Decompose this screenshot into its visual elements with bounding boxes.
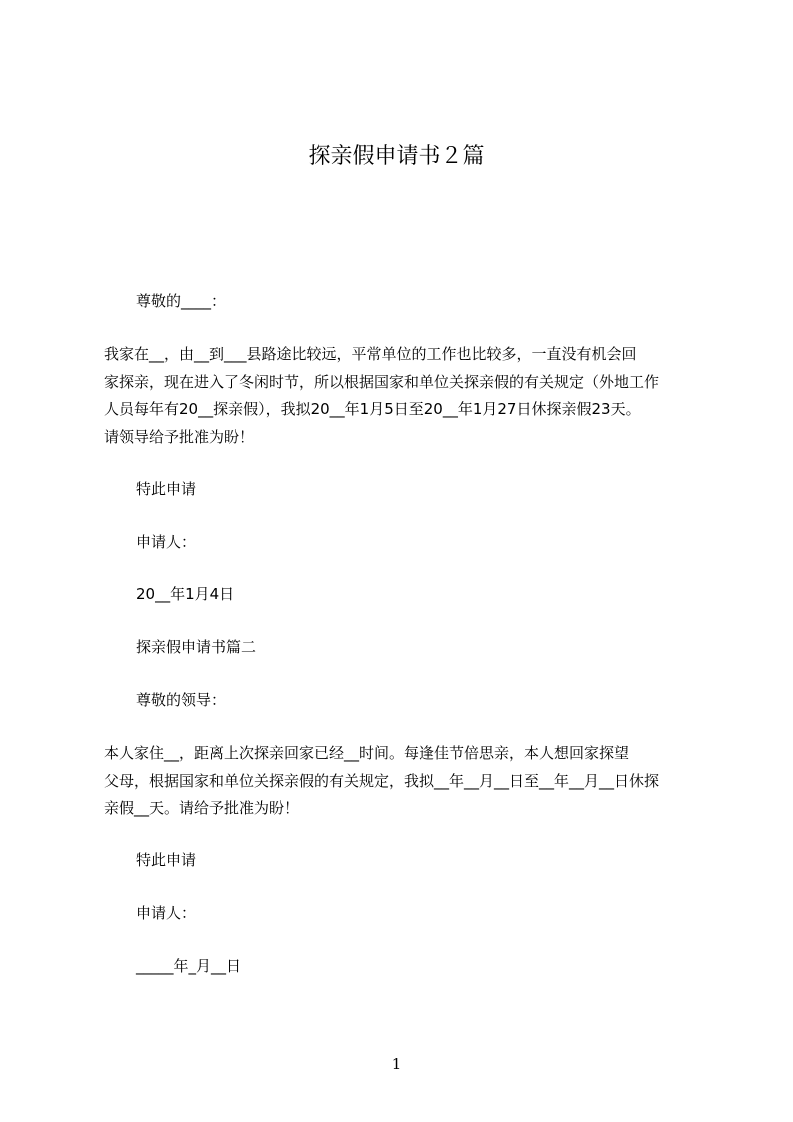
letter1-body-line: 人员每年有20__探亲假），我拟20__年1月5日至20__年1月27日休探亲假23天。 xyxy=(104,400,641,418)
page-number: 1 xyxy=(391,1055,402,1073)
letter1-closing: 特此申请 xyxy=(136,480,197,498)
letter1-applicant: 申请人： xyxy=(136,533,197,551)
section2-heading: 探亲假申请书篇二 xyxy=(136,638,257,656)
letter1-date: 20__年1月4日 xyxy=(136,585,235,603)
letter1-body-line: 请领导给予批准为盼！ xyxy=(104,427,255,446)
letter2-body-line: 亲假__天。请给予批准为盼！ xyxy=(104,799,300,817)
letter1-salutation: 尊敬的____： xyxy=(136,292,227,310)
letter1-body xyxy=(104,341,704,451)
letter2-closing: 特此申请 xyxy=(136,851,197,869)
letter2-body-line: 父母，根据国家和单位关探亲假的有关规定，我拟__年__月__日至__年__月__日休探 xyxy=(104,771,660,790)
letter1-body-line: 我家在__，由__到___县路途比较远，平常单位的工作也比较多，一直没有机会回 xyxy=(104,345,637,363)
document-title: 探亲假申请书２篇 xyxy=(308,144,485,169)
letter1-body-line: 家探亲，现在进入了冬闲时节，所以根据国家和单位关探亲假的有关规定（外地工作 xyxy=(104,372,660,391)
letter2-applicant: 申请人： xyxy=(136,904,197,922)
letter2-salutation: 尊敬的领导： xyxy=(136,691,227,709)
letter2-body xyxy=(104,740,704,823)
letter2-date: _____年_月__日 xyxy=(136,957,242,975)
letter2-body-line: 本人家住__，距离上次探亲回家已经__时间。每逢佳节倍思亲，本人想回家探望 xyxy=(104,744,630,762)
